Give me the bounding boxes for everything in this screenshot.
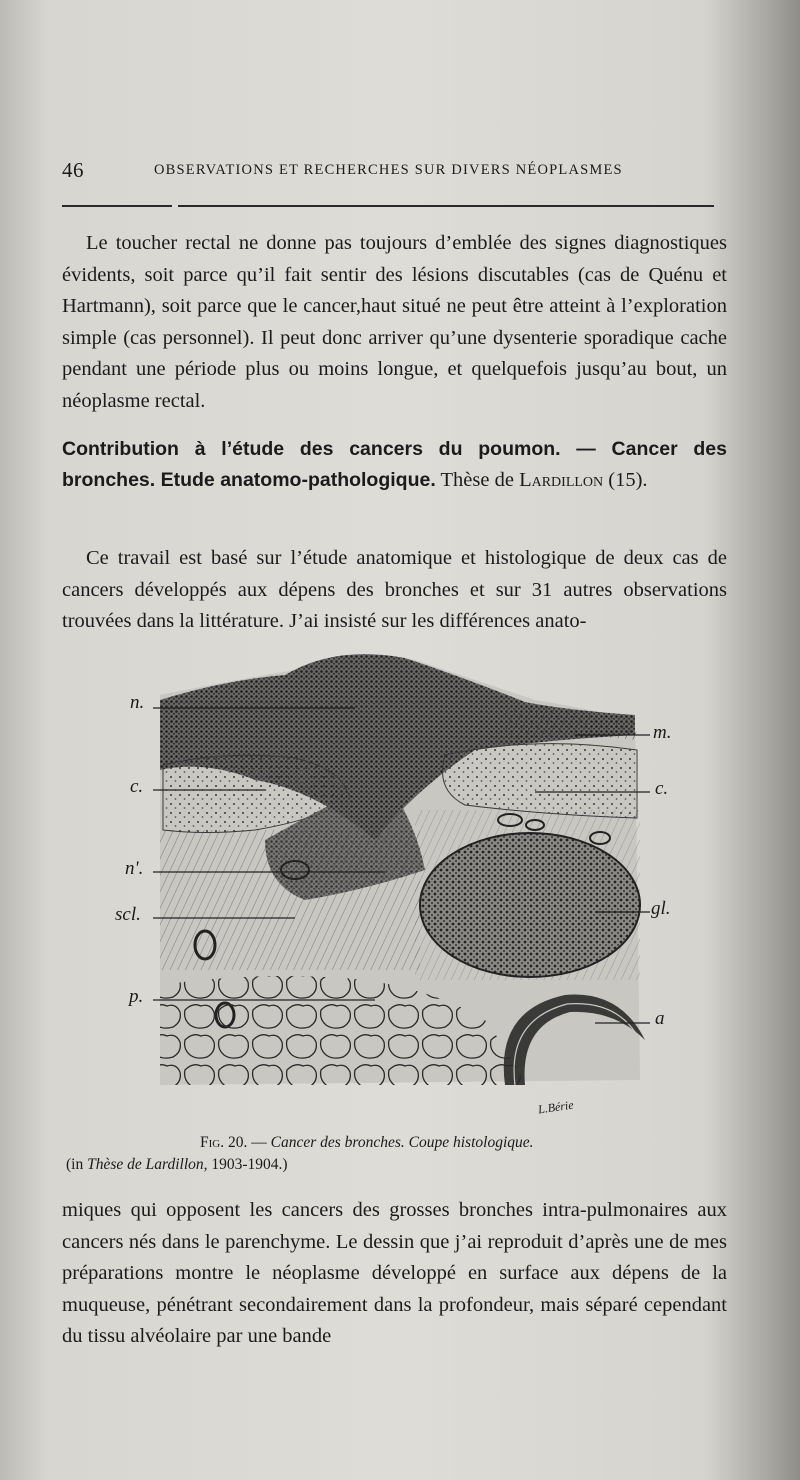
these-label: Thèse de [440, 469, 514, 491]
label-m: m. [653, 722, 672, 743]
page-number: 46 [62, 158, 84, 182]
label-gl: gl. [651, 898, 671, 919]
author-name: Lardillon [519, 469, 604, 491]
paragraph-rectal-exam: Le toucher rectal ne donne pas toujours d’emblée des signes diagnostiques évidents, soit parce qu’il fait sentir des lésions discutables (cas de Quénu et Hartmann), soit parce que le cancer,haut situé ne peut être atteint à l’exploration simple (cas personnel). Il peut donc arriver qu’une dysenterie sporadique cache pendant une période plus ou moins longue, et quelquefois jusqu’au bout, un néoplasme rectal. [62, 232, 727, 412]
running-head [62, 158, 722, 188]
source-years: 1903-1904.) [211, 1156, 288, 1173]
histology-illustration [115, 640, 675, 1130]
artist-signature: L.Bérie [537, 1097, 575, 1117]
header-rule [62, 205, 714, 207]
paragraph-differences: miques qui opposent les cancers des grosses bronches intra-pulmonaires aux cancers nés dans le parenchyme. Le dessin que j’ai reproduit d’après une de mes préparations montre le néoplasme développé en surface aux dépens de la muqueuse, pénétrant secondairement dans la profondeur, mais séparé cependant du tissu alvéolaire par une bande [62, 1199, 727, 1347]
label-n-prime: n'. [125, 858, 144, 879]
figure-title: Cancer des bronches. Coupe histologique. [270, 1134, 534, 1151]
label-p: p. [129, 986, 144, 1007]
caption-line-2 [66, 1156, 288, 1173]
source-prefix: (in [66, 1156, 84, 1173]
caption-line-1 [66, 1132, 726, 1154]
label-c-right: c. [655, 778, 669, 799]
contribution-entry [62, 434, 727, 496]
label-n: n. [130, 692, 145, 713]
figure-number: Fig. 20. — [200, 1134, 267, 1151]
histology-figure [115, 640, 675, 1130]
paragraph-study: Ce travail est basé sur l’étude anatomique et histologique de deux cas de cancers développés aux dépens des bronches et sur 31 autres observations trouvées dans la littérature. J’ai insisté sur les différences anato- [62, 547, 727, 632]
contribution-heading: Contribution à l’étude des cancers du poumon. — Cancer des bronches. Etude anatomo-pathologique. [62, 438, 727, 491]
label-c-left: c. [130, 776, 144, 797]
figure-caption [66, 1132, 726, 1176]
source-title: Thèse de Lardillon, [87, 1156, 208, 1173]
label-scl: scl. [115, 904, 141, 925]
running-title: OBSERVATIONS ET RECHERCHES SUR DIVERS NÉOPLASMES [154, 162, 623, 178]
label-a: a [655, 1008, 665, 1029]
reference-number: (15). [608, 469, 648, 491]
